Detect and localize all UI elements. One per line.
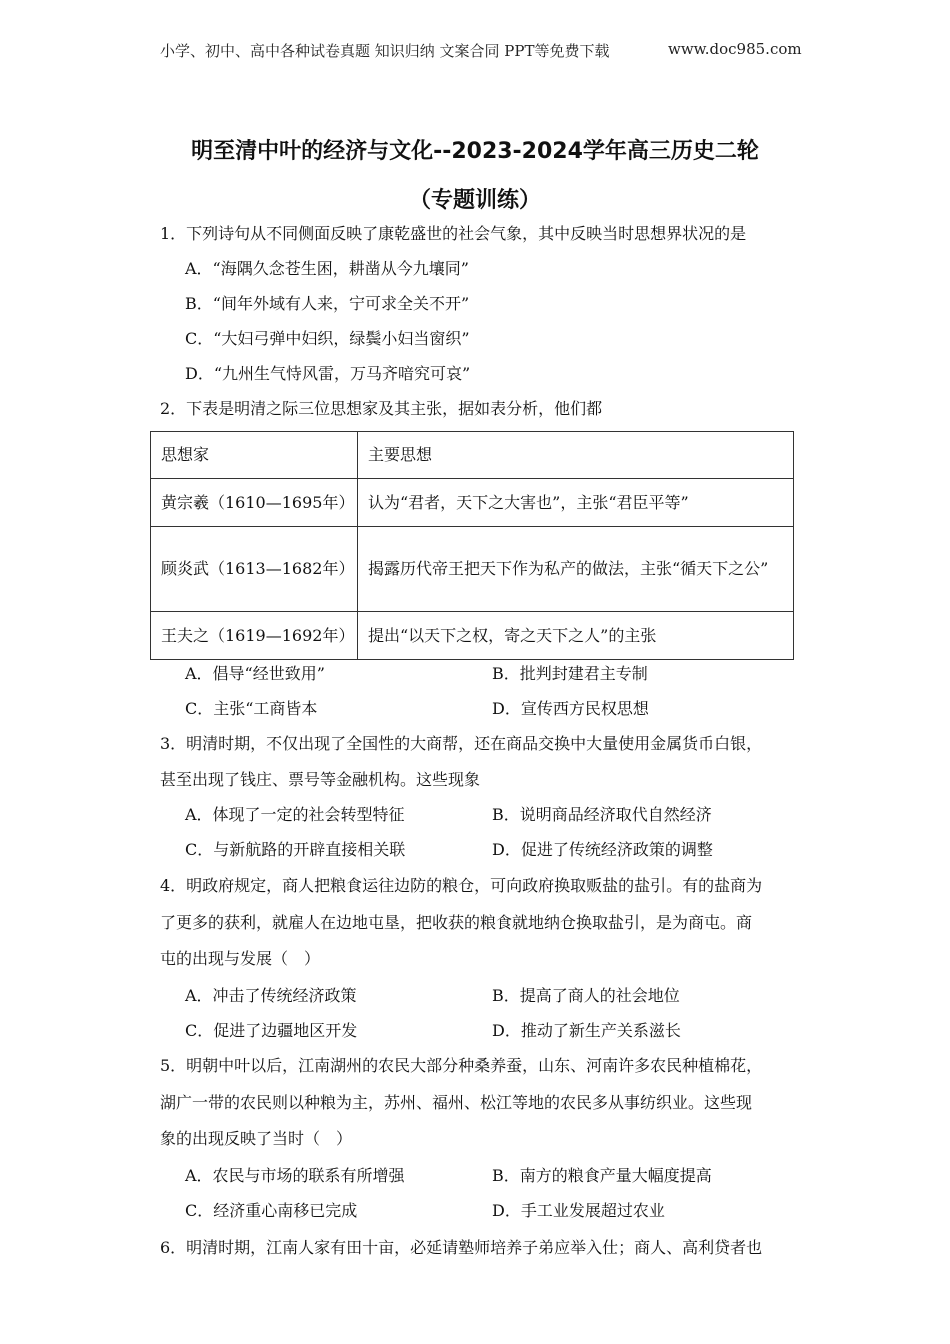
q5-option-a: A．农民与市场的联系有所增强 bbox=[185, 1166, 405, 1185]
q5-stem-line1: 5．明朝中叶以后，江南湖州的农民大部分种桑养蚕，山东、河南许多农民种植棉花， bbox=[160, 1056, 763, 1075]
q1-option-b: B．“间年外域有人来，宁可求全关不开” bbox=[185, 294, 470, 313]
table-cell: 认为“君者，天下之大害也”，主张“君臣平等” bbox=[358, 479, 794, 527]
thinkers-table bbox=[150, 431, 794, 660]
q1-option-d: D．“九州生气恃风雷，万马齐喑究可哀” bbox=[185, 364, 471, 383]
table-row bbox=[151, 527, 794, 612]
header-left-text: 小学、初中、高中各种试卷真题 知识归纳 文案合同 PPT等免费下载 bbox=[160, 42, 610, 60]
q5-stem-line3: 象的出现反映了当时（ ） bbox=[160, 1129, 353, 1148]
q6-stem-line1: 6．明清时期，江南人家有田十亩，必延请塾师培养子弟应举入仕；商人、高利贷者也 bbox=[160, 1238, 763, 1257]
table-cell: 黄宗羲（1610—1695年） bbox=[151, 479, 358, 527]
q5-option-b: B．南方的粮食产量大幅度提高 bbox=[492, 1166, 712, 1185]
table-cell: 顾炎武（1613—1682年） bbox=[151, 527, 358, 612]
table-header-cell: 思想家 bbox=[151, 432, 358, 479]
q4-stem-line1: 4．明政府规定，商人把粮食运往边防的粮仓，可向政府换取贩盐的盐引。有的盐商为 bbox=[160, 876, 763, 895]
q5-stem-line2: 湖广一带的农民则以种粮为主，苏州、福州、松江等地的农民多从事纺织业。这些现 bbox=[160, 1093, 753, 1112]
q4-stem-line2: 了更多的获利，就雇人在边地屯垦，把收获的粮食就地纳仓换取盐引，是为商屯。商 bbox=[160, 913, 753, 932]
table-header-cell: 主要思想 bbox=[358, 432, 794, 479]
q2-option-c: C．主张“工商皆本 bbox=[185, 699, 318, 718]
q2-option-a: A．倡导“经世致用” bbox=[185, 664, 325, 683]
table-header-row bbox=[151, 432, 794, 479]
q2-option-d: D．宣传西方民权思想 bbox=[492, 699, 649, 718]
q1-stem: 1．下列诗句从不同侧面反映了康乾盛世的社会气象，其中反映当时思想界状况的是 bbox=[160, 224, 747, 243]
q2-stem: 2．下表是明清之际三位思想家及其主张，据如表分析，他们都 bbox=[160, 399, 603, 418]
table-cell: 王夫之（1619—1692年） bbox=[151, 612, 358, 660]
q4-stem-line3: 屯的出现与发展（ ） bbox=[160, 949, 321, 968]
q3-stem-line2: 甚至出现了钱庄、票号等金融机构。这些现象 bbox=[160, 770, 481, 789]
q3-option-c: C．与新航路的开辟直接相关联 bbox=[185, 840, 406, 859]
q5-option-d: D．手工业发展超过农业 bbox=[492, 1201, 665, 1220]
q3-option-d: D．促进了传统经济政策的调整 bbox=[492, 840, 713, 859]
q4-option-d: D．推动了新生产关系滋长 bbox=[492, 1021, 681, 1040]
table-cell: 提出“以天下之权，寄之天下之人”的主张 bbox=[358, 612, 794, 660]
q4-option-b: B．提高了商人的社会地位 bbox=[492, 986, 680, 1005]
q4-option-c: C．促进了边疆地区开发 bbox=[185, 1021, 358, 1040]
q3-option-a: A．体现了一定的社会转型特征 bbox=[185, 805, 405, 824]
table-row bbox=[151, 479, 794, 527]
q5-option-c: C．经济重心南移已完成 bbox=[185, 1201, 358, 1220]
q1-option-a: A．“海隅久念苍生困，耕凿从今九壤同” bbox=[185, 259, 469, 278]
document-title: 明至清中叶的经济与文化--2023-2024学年高三历史二轮 bbox=[191, 139, 759, 164]
table-cell: 揭露历代帝王把天下作为私产的做法，主张“循天下之公” bbox=[358, 527, 794, 612]
q2-option-b: B．批判封建君主专制 bbox=[492, 664, 648, 683]
q1-option-c: C．“大妇弓弹中妇织，绿鬓小妇当窗织” bbox=[185, 329, 470, 348]
table-row bbox=[151, 612, 794, 660]
q3-option-b: B．说明商品经济取代自然经济 bbox=[492, 805, 712, 824]
q3-stem-line1: 3．明清时期，不仅出现了全国性的大商帮，还在商品交换中大量使用金属货币白银， bbox=[160, 734, 763, 753]
q4-option-a: A．冲击了传统经济政策 bbox=[185, 986, 357, 1005]
header-website-link[interactable]: www.doc985.com bbox=[668, 40, 802, 58]
document-subtitle: （专题训练） bbox=[408, 188, 541, 213]
